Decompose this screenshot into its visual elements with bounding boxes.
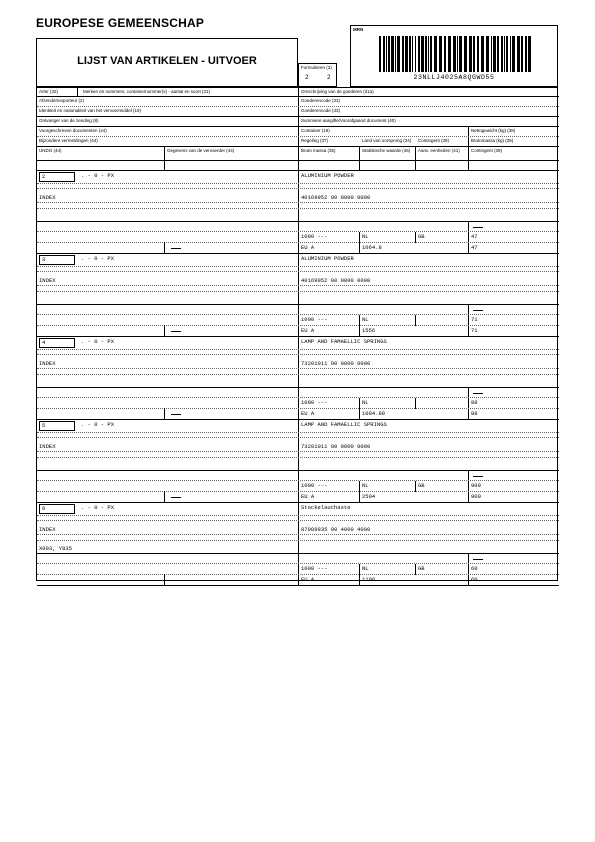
label-commodity-code: Goederencode (33) — [301, 108, 341, 113]
item-number-box — [39, 255, 75, 265]
item-quantity: 1000 --- — [301, 316, 328, 323]
item-net-mass: 71 — [471, 316, 478, 323]
item-package: INDEX — [39, 526, 56, 533]
item-gross-mass: 60 — [471, 576, 478, 583]
item-code: 40169952 00 0000 0000 — [301, 194, 371, 201]
item-description: LAMP AND FAMAELLIC SPRINGS — [301, 338, 387, 345]
label-item-no: Artnr (32) — [39, 89, 59, 94]
list-title-box — [36, 38, 298, 87]
item-description: ALUMINIUM POWDER — [301, 172, 354, 179]
item-package: INDEX — [39, 360, 56, 367]
item-description: LAMP AND FAMAELLIC SPRINGS — [301, 421, 387, 428]
forms-box — [298, 63, 337, 87]
item-number: 3 — [42, 256, 46, 263]
item-quantity-unit: NL — [362, 565, 369, 572]
label-statistical: Statistische waarde (46) — [362, 148, 411, 153]
mrn-number: 23NLLJ4025A8QGWD55 — [413, 74, 495, 81]
forms-label: Formulieren (3) — [301, 65, 332, 70]
mrn-label: MRN — [353, 27, 364, 32]
label-consignor: Afzender/exporteur (2) — [39, 98, 85, 103]
item-dash-2 — [171, 331, 181, 332]
label-special: Bijzondere vermeldingen (44) — [39, 138, 98, 143]
label-previous-doc: Summiere aangifte/Voorafgaand document (40) — [301, 118, 396, 123]
item-code: 73201011 00 0000 0000 — [301, 360, 371, 367]
item-country: GB — [418, 565, 425, 572]
label-carrier: Gegevens van de vervoerder (44) — [167, 148, 235, 153]
item-gross-mass: 88 — [471, 410, 478, 417]
label-supplementary: Aanv. eenheden (41) — [418, 148, 460, 153]
item-gross-mass: 71 — [471, 327, 478, 334]
item-number-box — [39, 172, 75, 182]
barcode-icon — [379, 36, 531, 72]
item-statistical-value: 1004.88 — [362, 410, 386, 417]
item-marks: . - 0 - PX — [81, 504, 115, 511]
item-marks: . - 0 - PX — [81, 338, 115, 345]
label-origin: Land van oorsprong (34) — [362, 138, 412, 143]
label-transport: Bruto massa (35) — [301, 148, 336, 153]
item-number: 4 — [42, 339, 46, 346]
item-gross-mass: 47 — [471, 244, 478, 251]
label-quota-2: Contingent (39) — [471, 148, 503, 153]
item-statistical-value: 1106 — [362, 576, 376, 583]
item-quantity-unit: NL — [362, 316, 369, 323]
label-gross: Brutomassa (kg) (35) — [471, 138, 514, 143]
item-dash — [473, 310, 483, 311]
item-net-mass: 900 — [471, 482, 481, 489]
item-net-mass: 60 — [471, 565, 478, 572]
label-marks: Merken en nummers, containernummer(s) - aantal en soort (31) — [83, 89, 211, 94]
item-code: 87089935 00 4000 4000 — [301, 526, 371, 533]
item-dash — [473, 559, 483, 560]
item-country: GB — [418, 233, 425, 240]
item-dash — [473, 227, 483, 228]
item-statistical-value: 1556 — [362, 327, 376, 334]
item-number: 2 — [42, 173, 46, 180]
item-gross-mass: 900 — [471, 493, 481, 500]
label-goods-description: Omschrijving van de goederen (31a) — [301, 89, 374, 94]
articles-grid — [36, 87, 558, 581]
community-title: EUROPESE GEMEENSCHAP — [36, 16, 205, 30]
item-quantity: 1000 --- — [301, 233, 328, 240]
label-regime: Regeling (37) — [301, 138, 329, 143]
label-container: Container (19) — [301, 128, 330, 133]
item-procedure: EU A — [301, 244, 315, 251]
item-package: INDEX — [39, 277, 56, 284]
list-title: LIJST VAN ARTIKELEN - UITVOER — [77, 55, 257, 67]
item-package: INDEX — [39, 194, 56, 201]
label-quota: Contingent (39) — [418, 138, 450, 143]
item-number: 5 — [42, 422, 46, 429]
item-number: 6 — [42, 505, 46, 512]
item-quantity-unit: NL — [362, 399, 369, 406]
item-description: Stockelauchaste — [301, 504, 351, 511]
item-procedure: EU A — [301, 327, 315, 334]
item-number-box — [39, 504, 75, 514]
item-net-mass: 47 — [471, 233, 478, 240]
item-code: 40169952 00 0000 0000 — [301, 277, 371, 284]
item-marks: . - 0 - PX — [81, 255, 115, 262]
item-extra: X003, Y835 — [39, 545, 73, 552]
item-procedure: EU A — [301, 410, 315, 417]
label-consignee: Ontvanger van de zending (8) — [39, 118, 99, 123]
form-number: 2 — [305, 74, 309, 81]
item-dash-2 — [171, 414, 181, 415]
mrn-box — [350, 25, 558, 87]
item-quantity-unit: NL — [362, 233, 369, 240]
item-procedure: EU A — [301, 493, 315, 500]
item-procedure: EU A — [301, 576, 315, 583]
label-net-mass: Nettogewicht (kg) (38) — [471, 128, 516, 133]
label-vehicle: Identiteit en nationaliteit van het vervoermiddel (18) — [39, 108, 142, 113]
item-number-box — [39, 421, 75, 431]
item-dash — [473, 393, 483, 394]
item-code: 73201011 00 0000 0000 — [301, 443, 371, 450]
item-description: ALUMINIUM POWDER — [301, 255, 354, 262]
form-total: 2 — [327, 74, 331, 81]
item-number-box — [39, 338, 75, 348]
item-marks: . - 0 - PX — [81, 421, 115, 428]
item-dash-2 — [171, 580, 181, 581]
item-country: GB — [418, 482, 425, 489]
label-procedure: Voorgeschreven documenten (44) — [39, 128, 107, 133]
item-statistical-value: 1064.8 — [362, 244, 382, 251]
item-package: INDEX — [39, 443, 56, 450]
item-quantity: 1000 --- — [301, 399, 328, 406]
item-quantity: 1000 --- — [301, 565, 328, 572]
item-marks: . - 0 - PX — [81, 172, 115, 179]
item-dash-2 — [171, 497, 181, 498]
label-goods-code: Goederencode (33) — [301, 98, 341, 103]
item-net-mass: 88 — [471, 399, 478, 406]
item-quantity-unit: NL — [362, 482, 369, 489]
item-dash — [473, 476, 483, 477]
item-dash-2 — [171, 248, 181, 249]
label-un-nr: UNDG (44) — [39, 148, 62, 153]
item-quantity: 1000 --- — [301, 482, 328, 489]
item-statistical-value: 2504 — [362, 493, 376, 500]
